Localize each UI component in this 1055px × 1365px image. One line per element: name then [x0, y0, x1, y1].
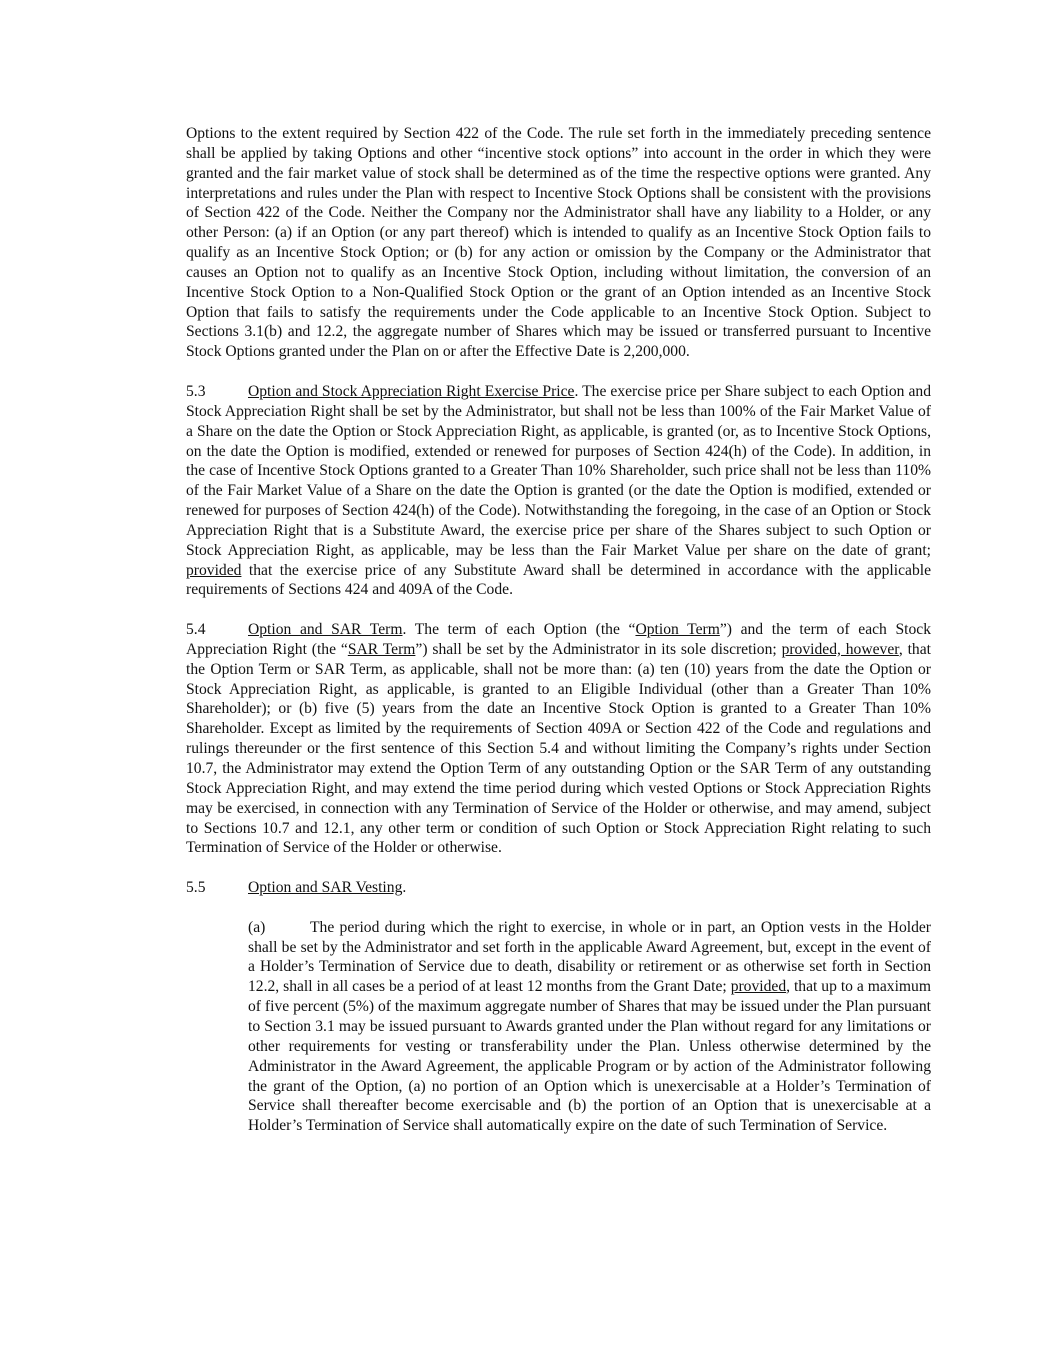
section-number: 5.4: [186, 621, 206, 639]
section-text: .: [402, 879, 407, 897]
section-text: The period during which the right to exercise, in whole or in part, an Option vests in the Holder shall be set by the Administrator and set forth in the applicable Award Agreement, but, except in the event of a Holder’s Termination of Service due to death, disability or retirement or as otherwise set forth in Section 12.2, shall in all cases be a period of at least 12 months from the Grant Date;: [248, 918, 931, 996]
section-number: 5.3: [186, 382, 206, 400]
section-text: ”) shall be set by the Administrator in its sole discretion;: [415, 640, 782, 658]
document-page: [186, 124, 931, 1156]
section-text: that the exercise price of any Substitute Award shall be determined in accordance with the applicable requirements of Sections 424 and 409A of the Code.: [186, 561, 931, 599]
section-5-4: [186, 620, 931, 858]
section-number: 5.5: [186, 879, 206, 897]
section-text: , that the Option Term or SAR Term, as applicable, shall not be more than: (a) ten (10) years from the date the Option or Stock Appreciation Right, as applicable, is granted to an Eligible Individual (other than a Greater Than 10% Shareholder); or (b) five (5) years from the date an Incentive Stock Option is granted to a Greater Than 10% Shareholder. Except as limited by the requirements of Section 409A or Section 422 of the Code and regulations and rulings thereunder or the first sentence of this Section 5.4 and without limiting the Company’s rights under Section 10.7, the Administrator may extend the Option Term of any outstanding Option or the SAR Term of any outstanding Stock Appreciation Right, and may extend the time period during which vested Options or Stock Appreciation Rights may be exercised, in connection with any Termination of Service of the Holder or otherwise, and may amend, subject to Sections 10.7 and 12.1, any other term or condition of such Option or Stock Appreciation Right relating to such Termination of Service of the Holder or otherwise.: [186, 640, 931, 857]
paragraph-continuation: Options to the extent required by Section 422 of the Code. The rule set forth in the immediately preceding sentence shall be applied by taking Options and other “incentive stock options” into account in the order in which they were granted and the fair market value of stock shall be determined as of the time the respective options were granted. Any interpretations and rules under the Plan with respect to Incentive Stock Options shall be consistent with the provisions of Section 422 of the Code. Neither the Company nor the Administrator shall have any liability to a Holder, or any other Person: (a) if an Option (or any part thereof) which is intended to qualify as an Incentive Stock Option fails to qualify as an Incentive Stock Option; or (b) for any action or omission by the Company or the Administrator that causes an Option not to qualify as an Incentive Stock Option, including without limitation, the conversion of an Incentive Stock Option to a Non-Qualified Stock Option or the grant of an Option intended as an Incentive Stock Option that fails to satisfy the requirements under the Code applicable to an Incentive Stock Option. Subject to Sections 3.1(b) and 12.2, the aggregate number of Shares which may be issued or transferred pursuant to Incentive Stock Options granted under the Plan on or after the Effective Date is 2,200,000.: [186, 125, 931, 361]
section-5-5-a: [248, 918, 931, 1136]
provided-term: provided: [730, 978, 787, 996]
defined-term-sar-term: SAR Term: [347, 640, 416, 658]
defined-term-option-term: Option Term: [635, 621, 720, 639]
section-text: ”) and the term of each Stock Appreciation Right (the “: [186, 621, 932, 658]
provided-term: provided: [186, 561, 242, 579]
subsection-number: (a): [248, 918, 266, 936]
section-5-3: [186, 382, 931, 600]
provided-however-term: provided, however: [781, 640, 899, 658]
section-text: . The exercise price per Share subject to each Option and Stock Appreciation Right shall be set by the Administrator, but shall not be less than 100% of the Fair Market Value of a Share on the date the Option or Stock Appreciation Right, as applicable, is granted (or, as to Incentive Stock Options, on the date the Option is modified, extended or renewed for purposes of Section 424(h) of the Code). In addition, in the case of Incentive Stock Options granted to a Greater Than 10% Shareholder, such price shall not be less than 110% of the Fair Market Value of a Share on the date the Option is granted (or the date the Option is modified, extended or renewed for purposes of Section 424(h) of the Code). Notwithstanding the foregoing, in the case of an Option or Stock Appreciation Right that is a Substitute Award, the exercise price per share of the Shares subject to such Option or Stock Appreciation Right, as applicable, may be less than the Fair Market Value per share on the date of grant;: [186, 382, 931, 559]
section-5-5: [186, 878, 931, 898]
section-heading: Option and SAR Vesting: [248, 879, 403, 897]
section-text: . The term of each Option (the “: [402, 621, 636, 639]
section-heading: Option and SAR Term: [248, 621, 403, 639]
section-text: , that up to a maximum of five percent (5%) of the maximum aggregate number of Shares that may be issued under the Plan pursuant to Section 3.1 may be issued pursuant to Awards granted under the Plan without regard for any limitations or other requirements for vesting or transferability under the Plan. Unless otherwise determined by the Administrator in the Award Agreement, the applicable Program or by action of the Administrator following the grant of the Option, (a) no portion of an Option which is unexercisable at a Holder’s Termination of Service shall thereafter become exercisable and (b) the portion of an Option that is unexercisable at a Holder’s Termination of Service shall automatically expire on the date of such Termination of Service.: [248, 978, 931, 1135]
section-heading: Option and Stock Appreciation Right Exercise Price: [248, 382, 575, 400]
